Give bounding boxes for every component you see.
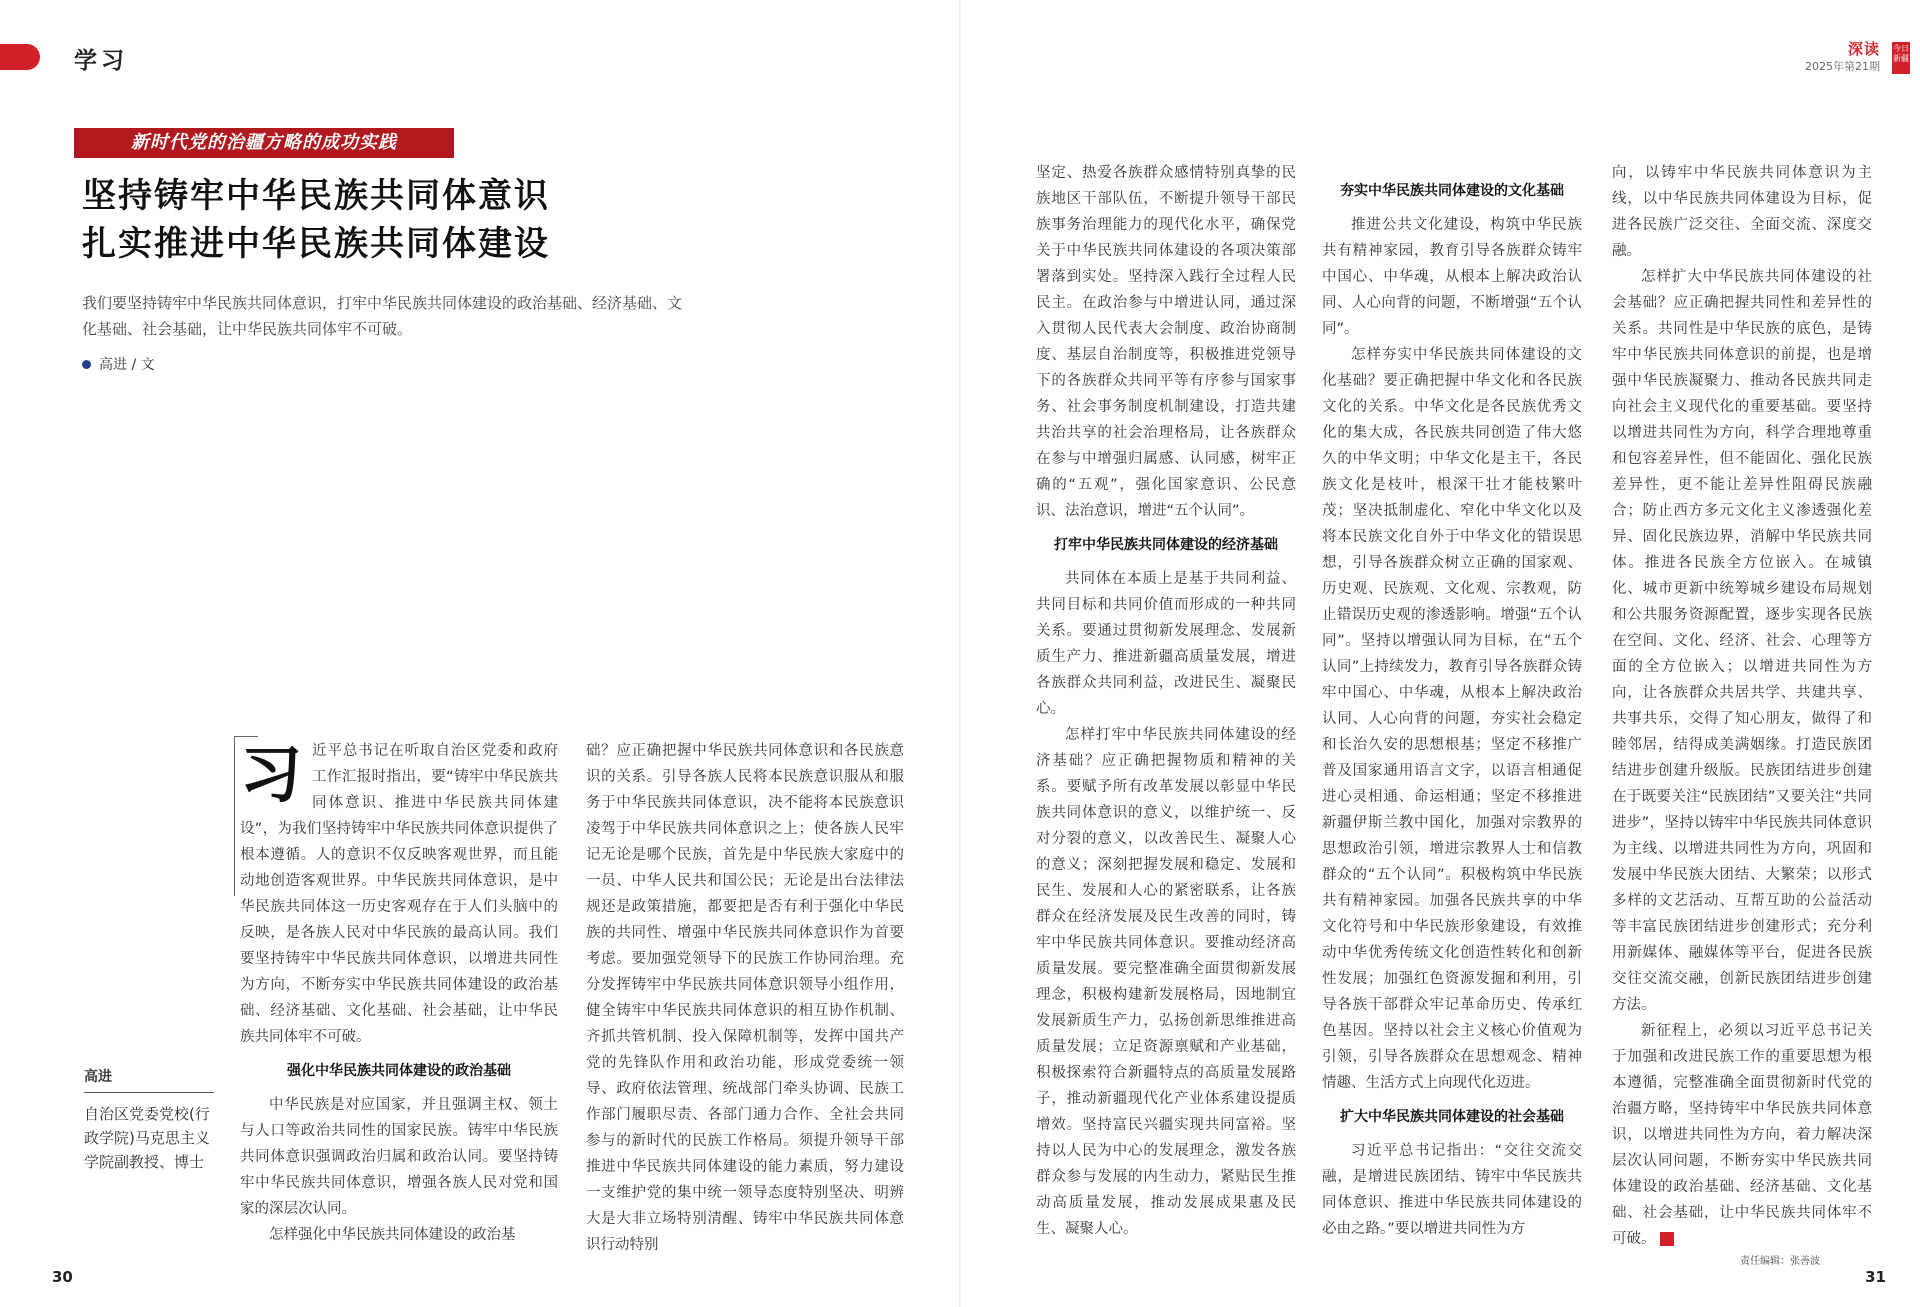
subheading-political: 强化中华民族共同体建设的政治基础 xyxy=(287,1063,511,1079)
dropcap: 习 xyxy=(240,738,303,811)
brand-logo-box: 今日新疆 xyxy=(1892,42,1910,74)
title-line-2: 扎实推进中华民族共同体建设 xyxy=(82,224,550,264)
subheading-cultural: 夯实中华民族共同体建设的文化基础 xyxy=(1340,183,1564,199)
paragraph: 怎样扩大中华民族共同体建设的社会基础？应正确把握共同性和差异性的关系。共同性是中华民族的底色，是铸牢中华民族共同体意识的前提，也是增强中华民族凝聚力、推动各民族共同走向社会主义现代化的重要基础。要坚持以增进共同性为方向，科学合理地尊重和包容差异性，但不能固化、强化民族差异性，更不能让差异性阻碍民族融合；防止西方多元文化主义渗透强化差异、固化民族边界，消解中华民族共同体。推进各民族全方位嵌入。在城镇化、城市更新中统筹城乡建设布局规划和公共服务资源配置，逐步实现各民族在空间、文化、经济、社会、心理等方面的全方位嵌入；以增进共同性为方向，让各族群众共居共学、共建共享、共事共乐，交得了知心朋友，做得了和睦邻居，结得成美满姻缘。打造民族团结进步创建升级版。民族团结进步创建在于既要关注“民族团结”又要关注“共同进步”，坚持以铸牢中华民族共同体意识为主线、以增进共同性为方向，巩固和发展中华民族大团结、大繁荣；以形式多样的文艺活动、互帮互助的公益活动等丰富民族团结进步创建形式；充分利用新媒体、融媒体等平台，促进各民族交往交流交融，创新民族团结进步创建方法。 xyxy=(1612,269,1872,1013)
author-name: 高进 / 文 xyxy=(99,357,155,373)
paragraph: 习近平总书记指出：“交往交流交融，是增进民族团结、铸牢中华民族共同体意识、推进中华民族共同体建设的必由之路。”要以增进共同性为方 xyxy=(1322,1143,1582,1237)
paragraph: 坚定、热爱各族群众感情特别真挚的民族地区干部队伍，不断提升领导干部民族事务治理能力的现代化水平，确保党关于中华民族共同体建设的各项决策部署落到实处。坚持深入践行全过程人民民主。在政治参与中增进认同，通过深入贯彻人民代表大会制度、政治协商制度、基层自治制度等，积极推进党领导下的各族群众共同平等有序参与国家事务、社会事务制度机制建设，打造共建共治共享的社会治理格局，让各族群众在参与中增强归属感、认同感，树牢正确的“五观”，强化国家意识、公民意识、法治意识，增进“五个认同”。 xyxy=(1036,165,1296,519)
paragraph: 怎样打牢中华民族共同体建设的经济基础？应正确把握物质和精神的关系。要赋予所有改革发展以彰显中华民族共同体意识的意义，以维护统一、反对分裂的意义，以改善民生、凝聚人心的意义；深刻把握发展和稳定、发展和民生、发展和人心的紧密联系，让各族群众在经济发展及民生改善的同时，铸牢中华民族共同体意识。要推动经济高质量发展。要完整准确全面贯彻新发展理念，积极构建新发展格局，因地制宜发展新质生产力，弘扬创新思维推进高质量发展；立足资源禀赋和产业基础，积极探索符合新疆特点的高质量发展路子，推动新疆现代化产业体系建设提质增效。坚持富民兴疆实现共同富裕。坚持以人民为中心的发展理念，激发各族群众参与发展的内生动力，紧贴民生推动高质量发展，推动发展成果惠及民生、凝聚人心。 xyxy=(1036,727,1296,1237)
subheading-economic: 打牢中华民族共同体建设的经济基础 xyxy=(1054,537,1278,553)
bio-text: 自治区党委党校(行政学院)马克思主义学院副教授、博士 xyxy=(84,1105,210,1171)
bio-name: 高进 xyxy=(84,1069,112,1085)
author-dot-icon xyxy=(82,360,91,369)
title-line-1: 坚持铸牢中华民族共同体意识 xyxy=(82,176,550,216)
section-marker xyxy=(0,44,40,70)
dropcap-frame-top xyxy=(234,736,258,737)
section-label: 学习 xyxy=(74,47,128,74)
column-5 xyxy=(1612,160,1872,1250)
page-number-right: 31 xyxy=(1865,1268,1886,1286)
paragraph: 推进公共文化建设，构筑中华民族共有精神家园，教育引导各族群众铸牢中国心、中华魂，从根本上解决政治认同、人心向背的问题，不断增强“五个认同”。 xyxy=(1322,217,1582,337)
end-mark-icon xyxy=(1660,1232,1674,1246)
column-4 xyxy=(1322,170,1582,1250)
paragraph: 础？应正确把握中华民族共同体意识和各民族意识的关系。引导各族人民将本民族意识服从和服务于中华民族共同体意识，决不能将本民族意识凌驾于中华民族共同体意识之上；使各族人民牢记无论是哪个民族，首先是中华民族大家庭中的一员、中华人民共和国公民；无论是出台法律法规还是政策措施，都要把是否有利于强化中华民族的共同性、增强中华民族共同体意识作为首要考虑。要加强党领导下的民族工作协同治理。充分发挥铸牢中华民族共同体意识领导小组作用，健全铸牢中华民族共同体意识的相互协作机制、齐抓共管机制、投入保障机制等，发挥中国共产党的先锋队作用和政治功能，形成党委统一领导、政府依法管理、统战部门牵头协调、民族工作部门履职尽责、各部门通力合作、全社会共同参与的新时代的民族工作格局。须提升领导干部推进中华民族共同体建设的能力素质，努力建设一支维护党的集中统一领导态度特别坚决、明辨大是大非立场特别清醒、铸牢中华民族共同体意识行动特别 xyxy=(586,743,904,1253)
bio-divider xyxy=(84,1092,214,1093)
paragraph: 中华民族是对应国家，并且强调主权、领土与人口等政治共同性的国家民族。铸牢中华民族共同体意识强调政治归属和政治认同。要坚持铸牢中华民族共同体意识，增强各族人民对党和国家的深层次认同。 xyxy=(240,1097,558,1217)
paragraph: 共同体在本质上是基于共同利益、共同目标和共同价值而形成的一种共同关系。要通过贯彻新发展理念、发展新质生产力、推进新疆高质量发展，增进各族群众共同利益，改进民生、凝聚民心。 xyxy=(1036,571,1296,717)
editor-credit: 责任编辑：张善波 xyxy=(1740,1256,1820,1267)
subheading-social: 扩大中华民族共同体建设的社会基础 xyxy=(1340,1109,1564,1125)
paragraph: 怎样夯实中华民族共同体建设的文化基础？要正确把握中华文化和各民族文化的关系。中华文化是各民族优秀文化的集大成，各民族共同创造了伟大悠久的中华文明；中华文化是主干，各民族文化是枝叶，根深干壮才能枝繁叶茂；坚决抵制虚化、窄化中华文化以及将本民族文化自外于中华文化的错误思想，引导各族群众树立正确的国家观、历史观、民族观、文化观、宗教观，防止错误历史观的渗透影响。增强“五个认同”。坚持以增强认同为目标，在“五个认同”上持续发力，教育引导各族群众铸牢中国心、中华魂，从根本上解决政治认同、人心向背的问题，夯实社会稳定和长治久安的思想根基；坚定不移推广普及国家通用语言文字，以语言相通促进心灵相通、命运相通；坚定不移推进新疆伊斯兰教中国化，加强对宗教界的思想政治引领，增进宗教界人士和信教群众的“五个认同”。积极构筑中华民族共有精神家园。加强各民族共享的中华文化符号和中华民族形象建设，有效推动中华优秀传统文化创造性转化和创新性发展；加强红色资源发掘和利用，引导各族干部群众牢记革命历史、传承红色基因。坚持以社会主义核心价值观为引领，引导各族群众在思想观念、精神情趣、生活方式上向现代化迈进。 xyxy=(1322,347,1582,1091)
topic-banner: 新时代党的治疆方略的成功实践 xyxy=(74,128,454,158)
column-3 xyxy=(1036,160,1296,1250)
brand-main: 深读 xyxy=(1847,40,1880,58)
brand-issue: 2025年第21期 xyxy=(1805,60,1880,73)
column-2 xyxy=(586,738,904,1258)
column-1 xyxy=(240,738,558,1258)
final-text: 新征程上，必须以习近平总书记关于加强和改进民族工作的重要思想为根本遵循，完整准确全面贯彻新时代党的治疆方略，坚持铸牢中华民族共同体意识，以增进共同性为方向，着力解决深层次认同问题，不断夯实中华民族共同体建设的政治基础、经济基础、文化基础、社会基础，让中华民族共同体牢不可破。 xyxy=(1612,1023,1872,1247)
paragraph: 怎样强化中华民族共同体建设的政治基 xyxy=(269,1227,516,1243)
paragraph: 向，以铸牢中华民族共同体意识为主线，以中华民族共同体建设为目标，促进各民族广泛交往、全面交流、深度交融。 xyxy=(1612,165,1872,259)
paragraph-final xyxy=(1612,1018,1872,1250)
article-title xyxy=(82,172,642,268)
dropcap-frame-left xyxy=(234,736,235,896)
article-lead: 我们要坚持铸牢中华民族共同体意识，打牢中华民族共同体建设的政治基础、经济基础、文化基础、社会基础，让中华民族共同体牢不可破。 xyxy=(82,294,683,338)
page-number-left: 30 xyxy=(52,1268,73,1286)
page-gutter xyxy=(959,0,961,1307)
magazine-brand xyxy=(1805,42,1880,72)
author-line xyxy=(82,354,155,374)
paragraph: 近平总书记在听取自治区党委和政府工作汇报时指出，要“铸牢中华民族共同体意识、推进中华民族共同体建设”，为我们坚持铸牢中华民族共同体意识提供了根本遵循。人的意识不仅反映客观世界，而且能动地创造客观世界。中华民族共同体意识，是中华民族共同体这一历史客观存在于人们头脑中的反映，是各族人民对中华民族的最高认同。我们要坚持铸牢中华民族共同体意识，以增进共同性为方向，不断夯实中华民族共同体建设的政治基础、经济基础、文化基础、社会基础，让中华民族共同体牢不可破。 xyxy=(240,743,558,1045)
